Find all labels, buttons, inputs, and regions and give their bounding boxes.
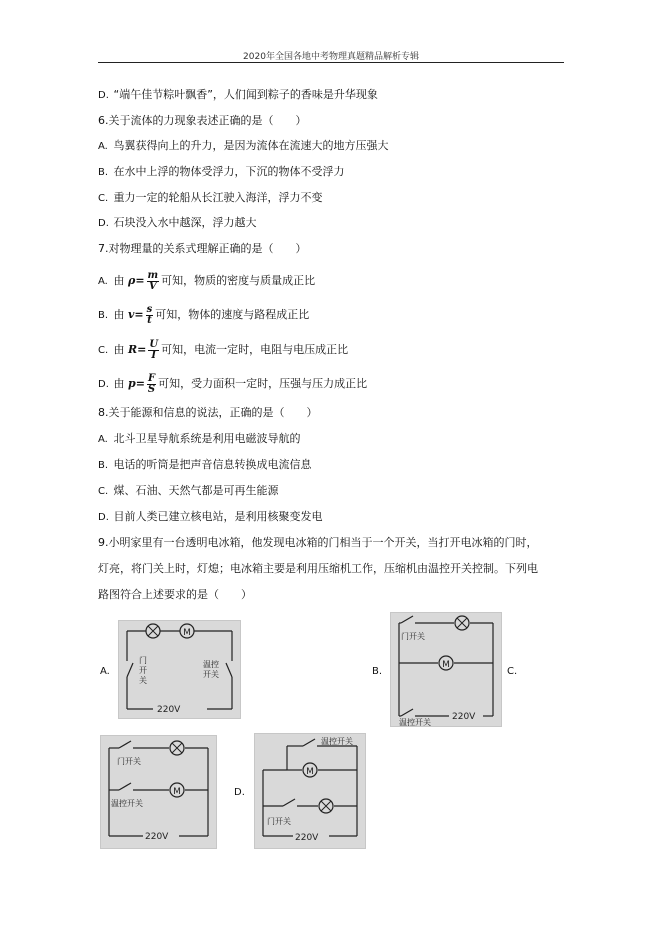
- option-letter: A.: [98, 276, 108, 287]
- circuit-diagram-d: [254, 733, 366, 849]
- option-letter: C.: [98, 193, 109, 204]
- svg-text:220V: 220V: [157, 705, 181, 715]
- svg-text:220V: 220V: [295, 833, 319, 843]
- lamp-icon: [146, 624, 160, 638]
- option-text: 鸟翼获得向上的升力，是因为流体在流速大的地方压强大: [113, 139, 389, 152]
- denominator: I: [151, 349, 157, 361]
- formula-lhs: R: [128, 343, 138, 356]
- svg-text:门开关: 门开关: [267, 817, 291, 826]
- q6-option-b: [98, 165, 345, 180]
- svg-text:M: M: [183, 628, 191, 638]
- option-letter: D.: [98, 379, 109, 390]
- denominator: V: [148, 280, 157, 292]
- circuit-a-svg: [119, 621, 240, 718]
- svg-text:开: 开: [139, 666, 147, 675]
- q5-option-d: [98, 88, 378, 103]
- svg-text:220V: 220V: [452, 712, 476, 722]
- option-letter: C.: [98, 486, 109, 497]
- q6-stem: 6.关于流体的力现象表述正确的是（ ）: [98, 114, 307, 127]
- motor-icon: [439, 656, 453, 670]
- formula-lhs: ρ: [128, 274, 136, 287]
- option-letter: A.: [98, 434, 108, 445]
- circuit-b-svg: [391, 613, 501, 726]
- lamp-icon: [455, 616, 469, 630]
- option-text: 电话的听筒是把声音信息转换成电流信息: [113, 458, 312, 471]
- q6-option-a: [98, 139, 389, 154]
- circuit-diagram-c: [100, 735, 217, 849]
- svg-text:门开关: 门开关: [117, 757, 141, 766]
- q7-stem: 7.对物理量的关系式理解正确的是（ ）: [98, 242, 307, 255]
- svg-text:M: M: [442, 660, 450, 670]
- option-letter: B.: [98, 310, 109, 321]
- q6-option-d: [98, 216, 257, 231]
- circuit-d-svg: [255, 734, 365, 848]
- option-text: 重力一定的轮船从长江驶入海洋，浮力不变: [113, 191, 323, 204]
- option-letter: D.: [98, 512, 109, 523]
- option-text: 可知，物质的密度与质量成正比: [161, 274, 316, 287]
- option-text: 北斗卫星导航系统是利用电磁波导航的: [113, 432, 301, 445]
- option-text: 由: [113, 308, 125, 321]
- q6-option-c: [98, 191, 323, 206]
- option-text: 在水中上浮的物体受浮力，下沉的物体不受浮力: [113, 165, 345, 178]
- numerator: U: [149, 338, 159, 350]
- q8-option-a: [98, 432, 301, 447]
- option-text: 石块没入水中越深，浮力越大: [113, 216, 257, 229]
- svg-text:开关: 开关: [203, 670, 219, 679]
- option-letter: C.: [98, 345, 109, 356]
- motor-icon: [303, 763, 317, 777]
- option-text: 可知，电流一定时，电阻与电压成正比: [161, 343, 349, 356]
- formula-fraction: [147, 271, 160, 292]
- option-letter: B.: [98, 460, 109, 471]
- svg-text:温控开关: 温控开关: [399, 718, 431, 726]
- q8-option-c: [98, 484, 279, 499]
- svg-text:M: M: [173, 787, 181, 797]
- circuit-b-letter: B.: [372, 666, 383, 677]
- option-text: 可知，物体的速度与路程成正比: [155, 308, 310, 321]
- formula-lhs: p: [128, 377, 136, 390]
- formula-lhs: v: [128, 308, 135, 321]
- circuit-a-letter: A.: [100, 666, 110, 677]
- formula-fraction: [148, 340, 159, 361]
- q8-option-b: [98, 458, 312, 473]
- q7-option-c: C. 由 R= $\frac{U}{I}$ 可知，电流一定时，电阻与电压成正比: [98, 337, 348, 364]
- formula-fraction: [147, 374, 156, 395]
- option-text: 由: [113, 343, 125, 356]
- option-text: 煤、石油、天然气都是可再生能源: [113, 484, 279, 497]
- denominator: t: [147, 314, 152, 326]
- circuit-diagram-a: [118, 620, 241, 719]
- option-text: “端午佳节粽叶飘香”，人们闻到粽子的香味是升华现象: [113, 88, 378, 101]
- option-text: 目前人类已建立核电站，是利用核聚变发电: [113, 510, 323, 523]
- option-text: 可知，受力面积一定时，压强与压力成正比: [158, 377, 368, 390]
- circuit-c-letter: C.: [507, 666, 518, 677]
- option-letter: B.: [98, 167, 109, 178]
- numerator: m: [147, 269, 159, 281]
- svg-text:M: M: [306, 767, 314, 777]
- motor-icon: [180, 624, 194, 638]
- svg-text:温控开关: 温控开关: [111, 799, 143, 808]
- svg-text:220V: 220V: [145, 832, 169, 842]
- lamp-icon: [170, 741, 184, 755]
- circuit-c-svg: [101, 736, 216, 848]
- q7-option-d: D. 由 p= $\frac{F}{S}$ 可知，受力面积一定时，压强与压力成正比: [98, 371, 367, 398]
- denominator: S: [147, 383, 156, 395]
- q9-stem-line-2: 灯亮，将门关上时，灯熄；电冰箱主要是利用压缩机工作，压缩机由温控开关控制。下列电: [98, 562, 538, 575]
- q9-stem-line-3: 路图符合上述要求的是（ ）: [98, 588, 252, 601]
- svg-text:温控开关: 温控开关: [321, 737, 353, 746]
- circuit-d-letter: D.: [234, 787, 245, 798]
- option-text: 由: [113, 274, 125, 287]
- numerator: F: [147, 372, 156, 384]
- option-letter: A.: [98, 141, 108, 152]
- lamp-icon: [319, 799, 333, 813]
- svg-text:温控: 温控: [203, 660, 219, 669]
- q9-stem-line-1: 9.小明家里有一台透明电冰箱，他发现电冰箱的门相当于一个开关，当打开电冰箱的门时，: [98, 536, 538, 549]
- q7-option-a: A. 由 ρ= $\frac{m}{V}$ 可知，物质的密度与质量成正比: [98, 268, 315, 295]
- option-letter: D.: [98, 90, 109, 101]
- circuit-diagram-b: [390, 612, 502, 727]
- q8-option-d: [98, 510, 323, 525]
- header-rule: [98, 62, 564, 63]
- svg-text:门开关: 门开关: [401, 632, 425, 641]
- svg-text:关: 关: [139, 676, 147, 685]
- q7-option-b: B. 由 v= $\frac{s}{t}$ 可知，物体的速度与路程成正比: [98, 302, 309, 329]
- option-letter: D.: [98, 218, 109, 229]
- option-text: 由: [113, 377, 125, 390]
- q8-stem: 8.关于能源和信息的说法，正确的是（ ）: [98, 406, 318, 419]
- formula-fraction: [146, 305, 154, 326]
- motor-icon: [170, 783, 184, 797]
- header-title: 2020年全国各地中考物理真题精品解析专辑: [243, 52, 419, 62]
- svg-text:门: 门: [139, 656, 147, 665]
- numerator: s: [146, 303, 153, 315]
